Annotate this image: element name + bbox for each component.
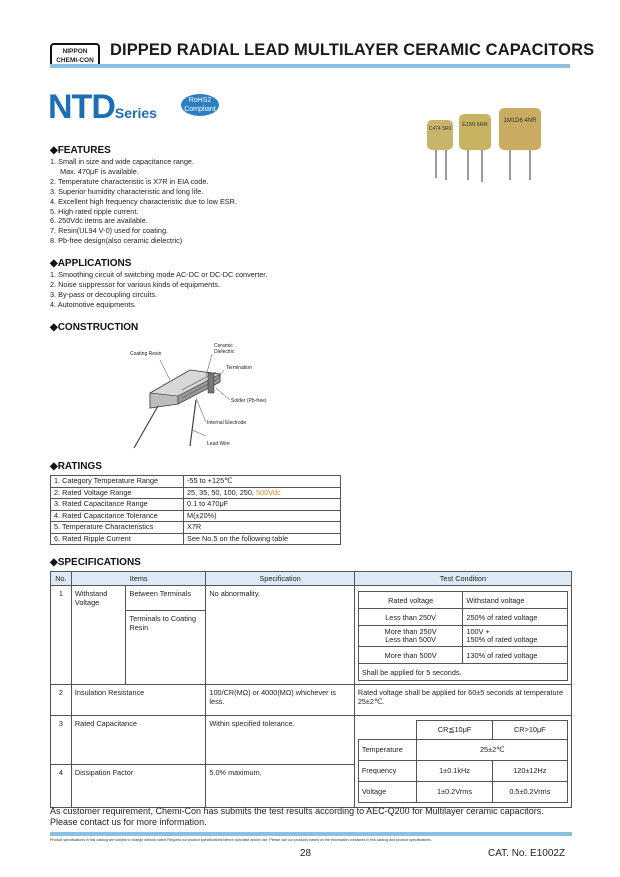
rating-value-text: -55 to +125℃	[187, 476, 233, 486]
list-item: 3. By-pass or decoupling circuits.	[50, 289, 158, 299]
row-spec: No abnormality.	[206, 586, 354, 685]
cell: 120±12Hz	[492, 760, 567, 781]
col-no: No.	[51, 572, 72, 586]
cell: 100V + 150% of rated voltage	[463, 626, 568, 647]
cell	[358, 721, 417, 740]
rohs-badge	[181, 94, 219, 116]
row-item: Dissipation Factor	[71, 764, 206, 807]
list-item: 4. Excellent high frequency characteristic due to low ESR.	[50, 196, 237, 206]
rating-label: 2. Rated Voltage Range	[51, 487, 184, 499]
table-row	[358, 609, 567, 626]
rating-label: 4. Rated Capacitance Tolerance	[51, 510, 184, 522]
table-row	[358, 721, 567, 740]
row-item: Withstand Voltage	[71, 586, 126, 685]
col-spec: Specification	[206, 572, 354, 586]
capacitor-mark-small: C474 5R0	[428, 126, 452, 132]
rating-value	[184, 533, 341, 545]
specifications-heading: ◆SPECIFICATIONS	[50, 557, 141, 568]
cell: Shall be applied for 5 seconds.	[358, 664, 567, 681]
col-test: Test Condition	[354, 572, 571, 586]
cell: 1±0.2Vrms	[417, 781, 492, 802]
table-row	[51, 685, 572, 716]
label-termination: Termination	[226, 365, 252, 371]
header-divider	[50, 64, 570, 68]
table-row	[358, 592, 567, 609]
label-internal-electrode: Internal Electrode	[207, 420, 247, 426]
table-row	[358, 760, 567, 781]
rating-value-text: See No.5 on the following table	[187, 533, 289, 543]
list-item: 4. Automotive equipments.	[50, 299, 136, 309]
row-spec: 100/CR(MΩ) or 4000(MΩ) whichever is less.	[206, 685, 354, 716]
capacitor-medium	[459, 114, 491, 150]
cell: CR>10μF	[492, 721, 567, 740]
specifications-table	[50, 571, 572, 808]
page-title: DIPPED RADIAL LEAD MULTILAYER CERAMIC CAPACITORS	[110, 41, 595, 59]
logo-line-1: NIPPON	[62, 48, 88, 55]
rating-value-text: M(±20%)	[187, 510, 217, 520]
table-row	[51, 476, 341, 488]
rating-label: 3. Rated Capacitance Range	[51, 499, 184, 511]
label-dielectric: Dielectric	[214, 349, 235, 355]
aec-q200-note: As customer requirement, Chemi-Con has submits the test results according to AEC-Q200 for Multilayer ceramic capacitors. Please contact us for more information.	[50, 806, 544, 827]
cell: 250% of rated voltage	[463, 609, 568, 626]
applications-list	[50, 270, 410, 310]
cell: Voltage	[358, 781, 417, 802]
cell: Withstand voltage	[463, 592, 568, 609]
row-test	[354, 586, 571, 685]
construction-diagram	[120, 338, 300, 453]
withstand-voltage-table	[358, 591, 568, 681]
row-test: Rated voltage shall be applied for 60±5 seconds at temperature 25±2℃.	[354, 685, 571, 716]
list-item: 2. Noise suppressor for various kinds of equipments.	[50, 279, 220, 289]
label-lead-wire: Lead Wire	[207, 441, 230, 447]
rating-value	[184, 487, 341, 499]
list-item: 5. High rated ripple current.	[50, 206, 139, 216]
capacitor-large	[499, 108, 541, 150]
series-name: NTD	[48, 88, 115, 126]
applications-heading: ◆APPLICATIONS	[50, 258, 132, 269]
rating-value-text: 0.1 to 470μF	[187, 499, 229, 509]
row-spec: 5.0% maximum.	[206, 764, 354, 807]
row-test	[354, 716, 571, 808]
page-number: 28	[300, 848, 312, 859]
row-no: 3	[51, 716, 72, 765]
features-list	[50, 157, 390, 246]
label-ceramic-dielectric	[214, 343, 235, 355]
capacitor-mark-large: 1M1D6 4NR	[503, 118, 537, 124]
row-subitem: Terminals to Coating Resin	[126, 611, 206, 685]
list-item: 2. Temperature characteristic is X7R in EIA code.	[50, 176, 209, 186]
table-row	[358, 781, 567, 802]
series-title	[48, 88, 157, 127]
label-solder: Solder (Pb-free)	[231, 398, 267, 404]
rating-label: 1. Category Temperature Range	[51, 476, 184, 488]
cell: 0.5±0.2Vrms	[492, 781, 567, 802]
table-row	[358, 664, 567, 681]
rating-value-text: X7R	[187, 522, 202, 532]
list-item: Max. 470μF is available.	[60, 166, 139, 176]
cell: Less than 250V	[358, 609, 463, 626]
table-row	[51, 533, 341, 545]
list-item: 6. 250Vdc items are available.	[50, 216, 148, 226]
logo-line-2: CHEMI-CON	[56, 57, 94, 64]
rating-label: 5. Temperature Characteristics	[51, 522, 184, 534]
label-coating-resin: Coating Resin	[130, 351, 162, 357]
cell: Temperature	[358, 739, 417, 760]
rating-value	[184, 522, 341, 534]
cell: 1±0.1kHz	[417, 760, 492, 781]
cell: CR≦10μF	[417, 721, 492, 740]
rating-value	[184, 510, 341, 522]
rating-value	[184, 476, 341, 488]
capacitor-mark-medium: E159 5RR	[462, 122, 488, 128]
cell: Rated voltage	[358, 592, 463, 609]
row-item: Insulation Resistance	[71, 685, 206, 716]
product-photo	[415, 108, 565, 188]
table-row	[51, 510, 341, 522]
row-subitem: Between Terminals	[126, 586, 206, 611]
cell: 130% of rated voltage	[463, 647, 568, 664]
list-item: 7. Resin(UL94 V-0) used for coating.	[50, 226, 169, 236]
list-item: 3. Superior humidity characteristic and long life.	[50, 186, 204, 196]
capacitor-small	[427, 120, 453, 150]
rating-value-extra: 500Vdc	[255, 487, 281, 497]
row-no: 1	[51, 586, 72, 685]
features-heading: ◆FEATURES	[50, 145, 111, 156]
rohs-line-1: RoHS2	[188, 97, 212, 104]
series-suffix: Series	[114, 105, 157, 121]
table-row	[358, 647, 567, 664]
col-items: Items	[71, 572, 206, 586]
table-row	[51, 586, 572, 611]
row-spec: Within specified tolerance.	[206, 716, 354, 765]
list-item: 1. Small in size and wide capacitance range.	[50, 157, 194, 166]
table-header-row	[51, 572, 572, 586]
rohs-line-2: Compliant	[184, 106, 216, 113]
construction-heading: ◆CONSTRUCTION	[50, 322, 139, 333]
cell: 25±2℃	[417, 739, 568, 760]
rating-value-text: 25, 35, 50, 100, 250,	[187, 487, 256, 497]
table-row	[51, 716, 572, 765]
row-no: 2	[51, 685, 72, 716]
table-row	[51, 522, 341, 534]
measurement-conditions-table	[358, 720, 568, 803]
ratings-heading: ◆RATINGS	[50, 461, 102, 472]
cell: More than 250V Less than 500V	[358, 626, 463, 647]
rating-value	[184, 499, 341, 511]
label-ceramic: Ceramic	[214, 343, 233, 349]
row-no: 4	[51, 764, 72, 807]
footer-divider	[50, 832, 572, 836]
list-item: 8. Pb-free design(also ceramic dielectric)	[50, 236, 183, 246]
table-row	[51, 487, 341, 499]
cell: Frequency	[358, 760, 417, 781]
catalog-number: CAT. No. E1002Z	[488, 848, 566, 859]
table-row	[51, 499, 341, 511]
cell: More than 500V	[358, 647, 463, 664]
footer-fine-print: Product specifications in this catalog are subject to change without notice.Request our product specifications before purchase and/or use. Please use our products based on the information contained in this catalog and product specifications.	[50, 838, 432, 842]
row-item: Rated Capacitance	[71, 716, 206, 765]
list-item: 1. Smoothing circuit of switching mode AC-DC or DC-DC converter.	[50, 270, 268, 279]
table-row	[358, 626, 567, 647]
table-row	[358, 739, 567, 760]
ratings-table	[50, 475, 341, 545]
rating-label: 6. Rated Ripple Current	[51, 533, 184, 545]
